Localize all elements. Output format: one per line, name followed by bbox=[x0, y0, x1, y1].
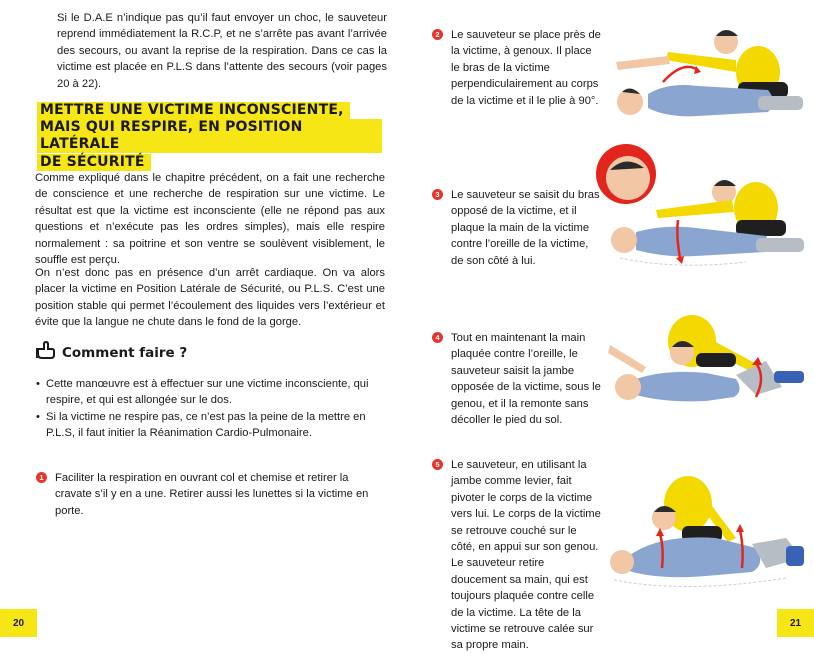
step-text: Le sauveteur se saisit du bras opposé de la victime, et il plaque la main de la victime contre l’oreille de la victime, de son côté à lui. bbox=[451, 189, 600, 267]
step-3 bbox=[432, 187, 602, 269]
step-text: Le sauveteur, en utilisant la jambe comme levier, fait pivoter le corps de la victime vers lui. Le corps de la victime se retrouve couché sur le côté, en appui sur son genou. Le sauveteur retire doucement sa main, qui est toujours plaquée contre celle de la victime. La tête de la victime se retrouve calée sur sa propre main. bbox=[451, 459, 601, 652]
bullet-text: Cette manœuvre est à effectuer sur une victime inconsciente, qui respire, et qui est allongée sur le dos. bbox=[46, 378, 369, 407]
step-1 bbox=[36, 470, 386, 519]
heading-line-2: MAIS QUI RESPIRE, EN POSITION LATÉRALE bbox=[37, 119, 382, 153]
list-item bbox=[36, 409, 386, 442]
step-number: 3 bbox=[432, 189, 443, 200]
howto-heading bbox=[36, 341, 187, 364]
step-number: 4 bbox=[432, 332, 443, 343]
step-number: 2 bbox=[432, 29, 443, 40]
illustration-step-3 bbox=[596, 140, 810, 290]
paragraph-explanation: Comme expliqué dans le chapitre précédent, on a fait une recherche de conscience et une recherche de respiration sur une victime. Le résultat est que la victime est inconsciente (elle ne répond pas aux questions et n’exécute pas les ordres simples), mais elle respire normalement : sa poitrine et son ventre se soulèvent visiblement, le souffle est perçu. bbox=[35, 172, 385, 267]
step-text: Faciliter la respiration en ouvrant col et chemise et retirer la cravate s’il y en a une. Retirer aussi les lunettes si la victime en porte. bbox=[55, 472, 369, 517]
illustration-step-4 bbox=[606, 305, 812, 420]
step-2 bbox=[432, 27, 602, 109]
bullet-symbol: • bbox=[36, 410, 40, 423]
intro-paragraph: Si le D.A.E n’indique pas qu’il faut envoyer un choc, le sauveteur reprend immédiatement la R.C.P, et ne s’arrête pas avant l’arrivée des secours, ou avant la reprise de la respiration. Dans ce cas la victime est placée en P.L.S dans l’attente des secours (voir pages 20 à 22). bbox=[57, 12, 387, 90]
heading-line-1: METTRE UNE VICTIME INCONSCIENTE, bbox=[37, 102, 350, 119]
heading-line-3: DE SÉCURITÉ bbox=[37, 154, 151, 171]
page-number-left: 20 bbox=[0, 609, 37, 637]
section-heading bbox=[37, 101, 382, 171]
step-text: Tout en maintenant la main plaquée contre l’oreille, le sauveteur saisit la jambe opposée de la victime, sous le genou, et il la remonte sans décoller le pied du sol. bbox=[451, 332, 601, 427]
bullet-symbol: • bbox=[36, 378, 40, 390]
bullet-text: Si la victime ne respire pas, ce n’est pas la peine de la mettre en P.L.S, il faut initier la Réanimation Cardio-Pulmonaire. bbox=[46, 410, 366, 440]
list-item bbox=[36, 376, 386, 409]
step-5 bbox=[432, 457, 602, 654]
paragraph-pls: On n’est donc pas en présence d’un arrêt cardiaque. On va alors placer la victime en Position Latérale de Sécurité, ou P.L.S. C’est une position stable qui permet l’écoulement des liquides vers l’extérieur et évite que la langue ne chute dans le fond de la gorge. bbox=[35, 267, 385, 329]
illustration-step-2 bbox=[608, 12, 808, 142]
howto-title: Comment faire ? bbox=[62, 344, 188, 361]
page-number-right: 21 bbox=[777, 609, 814, 637]
step-number: 5 bbox=[432, 459, 443, 470]
step-text: Le sauveteur se place près de la victime, à genoux. Il place le bras de la victime perpendiculairement au corps de la victime et il le plie à 90°. bbox=[451, 29, 601, 107]
bullet-list bbox=[36, 376, 386, 442]
step-4 bbox=[432, 330, 602, 428]
pointing-hand-icon bbox=[36, 341, 56, 364]
step-number: 1 bbox=[36, 472, 47, 483]
illustration-step-5 bbox=[606, 468, 812, 598]
